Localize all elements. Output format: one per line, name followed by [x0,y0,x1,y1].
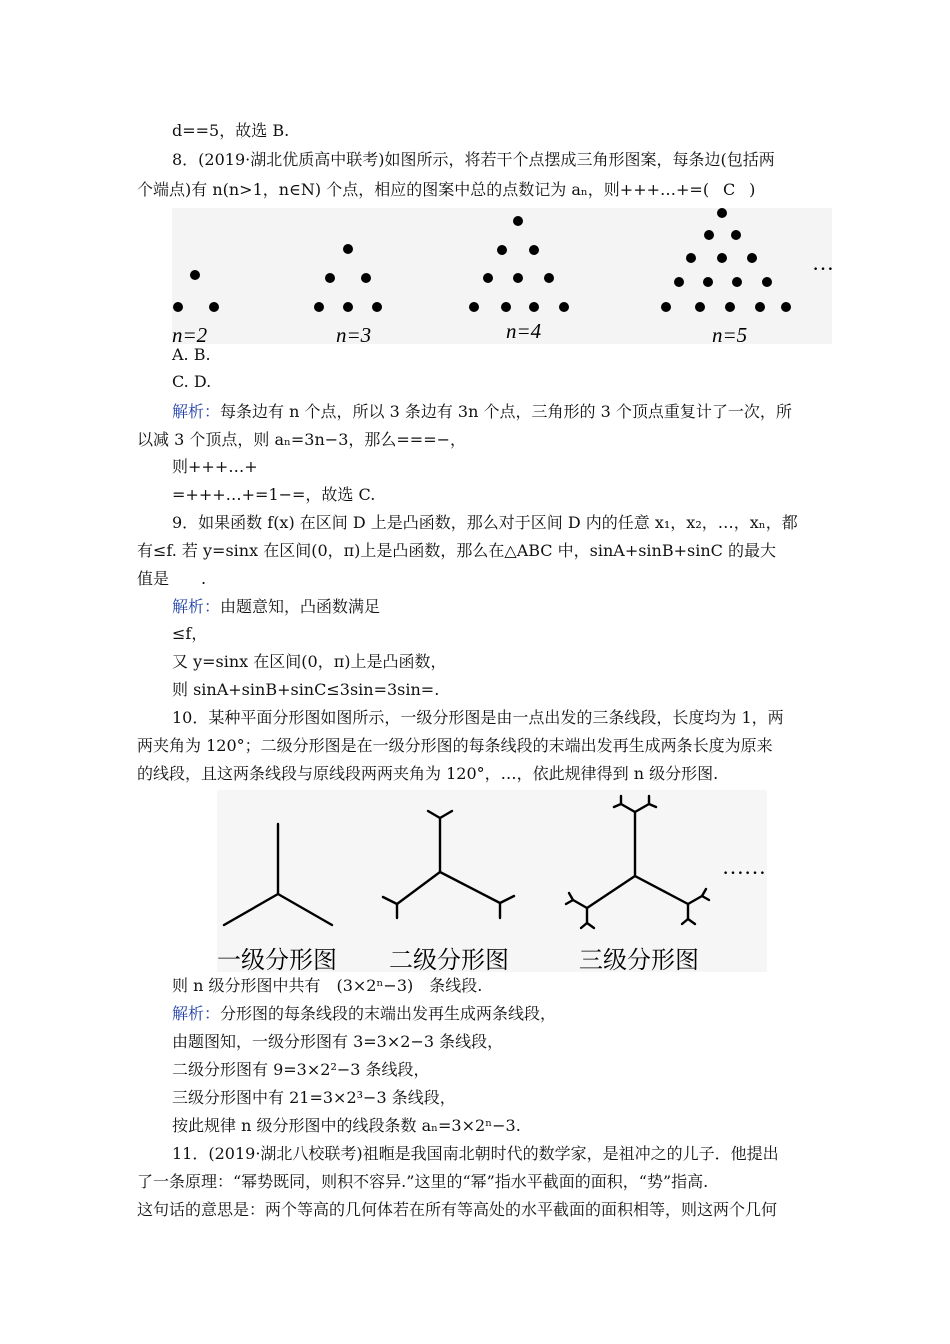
text-line: d==5，故选 B. [172,121,290,140]
dot [674,277,684,287]
problem-10-line-1: 10．某种平面分形图如图所示，一级分形图是由一点出发的三条线段，长度均为 1，两 [172,708,784,727]
dot [343,302,353,312]
dot [497,245,507,255]
solution-10-line-1 [172,1004,556,1024]
dot [762,277,772,287]
solution-text: 分形图的每条线段的末端出发再生成两条线段， [220,1004,557,1023]
close-paren: ) [749,180,756,199]
fig1-label: n=3 [336,323,372,344]
dot [544,273,554,283]
dot [190,270,200,280]
dot-triangle-figure [172,208,832,344]
dot [717,253,727,263]
solution-10-line-5: 按此规律 n 级分形图中的线段条数 aₙ=3×2ⁿ−3. [172,1116,521,1135]
dot [703,277,713,287]
dot [513,216,523,226]
solution-10-line-4: 三级分形图中有 21=3×2³−3 条线段， [172,1088,456,1107]
fig2-label: 一级分形图 [217,946,337,972]
fig1-label: n=2 [172,323,208,344]
problem-9-line-3: 值是 . [137,569,207,588]
dot [483,273,493,283]
solution-8-line-2: 以减 3 个顶点，则 aₙ=3n−3，那么===−， [137,430,467,449]
dot [686,253,696,263]
fig2-ellipsis: …… [722,854,766,879]
problem-9-line-1: 9．如果函数 f(x) 在区间 D 上是凸函数，那么对于区间 D 内的任意 x₁，x₂，…，xₙ，都 [172,513,798,532]
solution-label: 解析： [172,1004,221,1023]
dot [501,302,511,312]
solution-text: 由题意知，凸函数满足 [220,597,381,616]
dot [361,273,371,283]
problem-11-line-1: 11．(2019·湖北八校联考)祖暅是我国南北朝时代的数学家，是祖冲之的儿子．他提出 [172,1144,779,1163]
problem-8-text: 个端点)有 n(n>1，n∈N) 个点，相应的图案中总的点数记为 aₙ，则+++…+=( [137,180,710,199]
dot [529,302,539,312]
problem-10-line-3: 的线段，且这两条线段与原线段两两夹角为 120°，…，依此规律得到 n 级分形图. [137,764,719,783]
solution-8-line-1 [172,402,792,422]
fractal-figure [217,790,767,972]
solution-9-line-2: ≤f， [172,624,208,643]
dot [747,253,757,263]
dot-triangle-svg [172,208,832,344]
dot [325,273,335,283]
dot [725,302,735,312]
dot [781,302,791,312]
problem-10-line-2: 两夹角为 120°；二级分形图是在一级分形图的每条线段的末端出发再生成两条长度为原来 [137,736,773,755]
solution-10-line-3: 二级分形图有 9=3×2²−3 条线段， [172,1060,430,1079]
solution-9-line-4: 则 sinA+sinB+sinC≤3sin=3sin=. [172,680,440,699]
dot [469,302,479,312]
dot [559,302,569,312]
dot [704,230,714,240]
dot [314,302,324,312]
fig2-label: 三级分形图 [579,946,699,972]
answer-choice: C [722,180,736,199]
fractal-svg [217,790,767,972]
dot [717,208,727,218]
solution-label: 解析： [172,597,221,616]
dot [513,273,523,283]
solution-9-line-3: 又 y=sinx 在区间(0，π)上是凸函数， [172,652,447,671]
fig2-label: 二级分形图 [389,946,509,972]
options-cd: C. D. [172,372,212,391]
solution-8-line-3: 则+++…+ [172,457,258,476]
dot [173,302,183,312]
problem-9-line-2: 有≤f. 若 y=sinx 在区间(0，π)上是凸函数，那么在△ABC 中，sinA+sinB+sinC 的最大 [137,541,776,560]
dot [695,302,705,312]
dot [372,302,382,312]
solution-text: 每条边有 n 个点，所以 3 条边有 3n 个点，三角形的 3 个顶点重复计了一次，所 [220,402,792,421]
solution-9-line-1 [172,597,380,617]
options-ab: A. B. [172,345,211,364]
fig1-label: n=4 [506,319,542,343]
problem-11-line-3: 这句话的意思是：两个等高的几何体若在所有等高处的水平截面的面积相等，则这两个几何 [137,1200,778,1219]
dot [343,244,353,254]
dot [732,277,742,287]
fig1-ellipsis: … [812,250,832,275]
problem-8-line-1: 8．(2019·湖北优质高中联考)如图所示，将若干个点摆成三角形图案，每条边(包括两 [172,150,775,169]
solution-10-line-2: 由题图知，一级分形图有 3=3×2−3 条线段， [172,1032,504,1051]
dot [529,245,539,255]
problem-8-line-2 [137,180,755,200]
dot [661,302,671,312]
dot [755,302,765,312]
problem-10-answer-line: 则 n 级分形图中共有 (3×2ⁿ−3) 条线段. [172,976,483,995]
fig1-label: n=5 [712,323,748,344]
dot [731,230,741,240]
solution-label: 解析： [172,402,221,421]
solution-8-line-4: =+++…+=1−=，故选 C. [172,485,376,504]
dot [209,302,219,312]
problem-11-line-2: 了一条原理：“幂势既同，则积不容异.”这里的“幂”指水平截面的面积，“势”指高. [137,1172,709,1191]
